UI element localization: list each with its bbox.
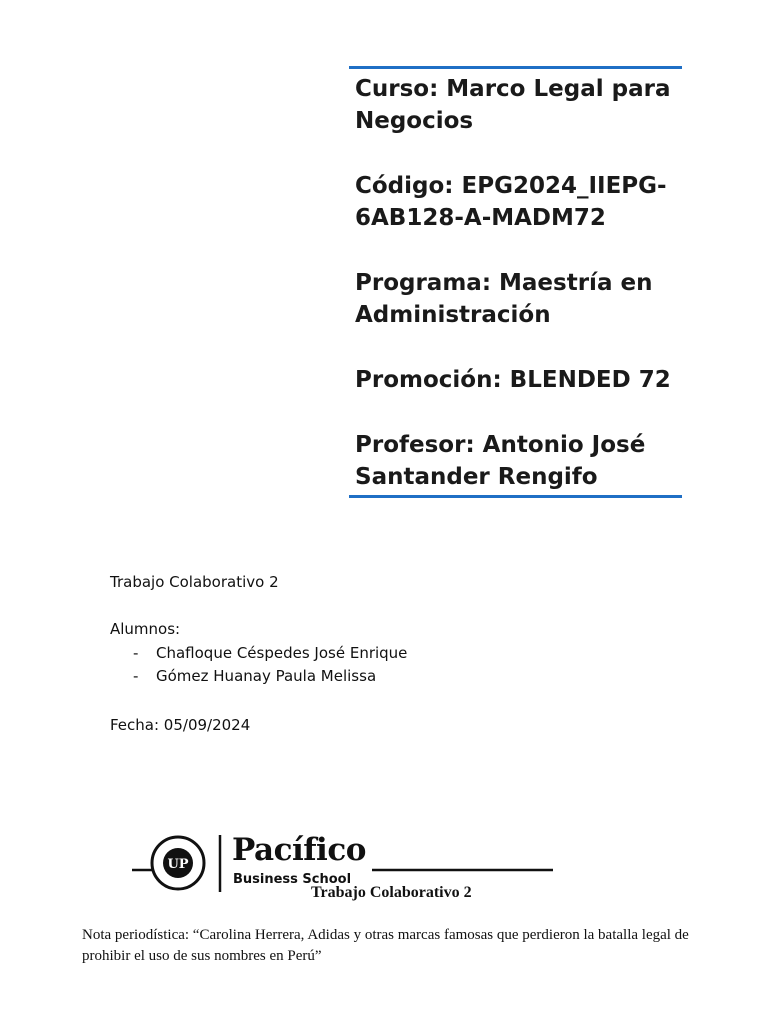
university-logo <box>132 830 556 892</box>
course-code: Código: EPG2024_IIEPG-6AB128-A-MADM72 <box>355 173 667 231</box>
svg-text:UP: UP <box>167 857 189 872</box>
logo-name: Pacífico <box>232 832 366 868</box>
course-title: Curso: Marco Legal para Negocios <box>355 76 671 134</box>
student-name: Gómez Huanay Paula Melissa <box>156 667 377 685</box>
cover-title-block <box>349 66 682 498</box>
student-name: Chafloque Céspedes José Enrique <box>156 644 408 662</box>
page-header-title: Trabajo Colaborativo 2 <box>311 884 472 901</box>
list-bullet: - <box>133 667 139 685</box>
program-name: Programa: Maestría en Administración <box>355 270 653 328</box>
student-item <box>133 665 376 688</box>
student-item <box>133 642 407 665</box>
list-bullet: - <box>133 644 139 662</box>
submission-date: Fecha: 05/09/2024 <box>110 716 251 734</box>
cohort-name: Promoción: BLENDED 72 <box>355 367 671 393</box>
work-title: Trabajo Colaborativo 2 <box>110 573 279 591</box>
students-label: Alumnos: <box>110 620 181 638</box>
professor-name: Profesor: Antonio José Santander Rengifo <box>355 432 646 490</box>
logo-subtitle: Business School <box>233 872 352 887</box>
news-note: Nota periodística: “Carolina Herrera, Adidas y otras marcas famosas que perdieron la batalla legal de prohibir el uso de sus nombres en Perú” <box>82 927 689 964</box>
